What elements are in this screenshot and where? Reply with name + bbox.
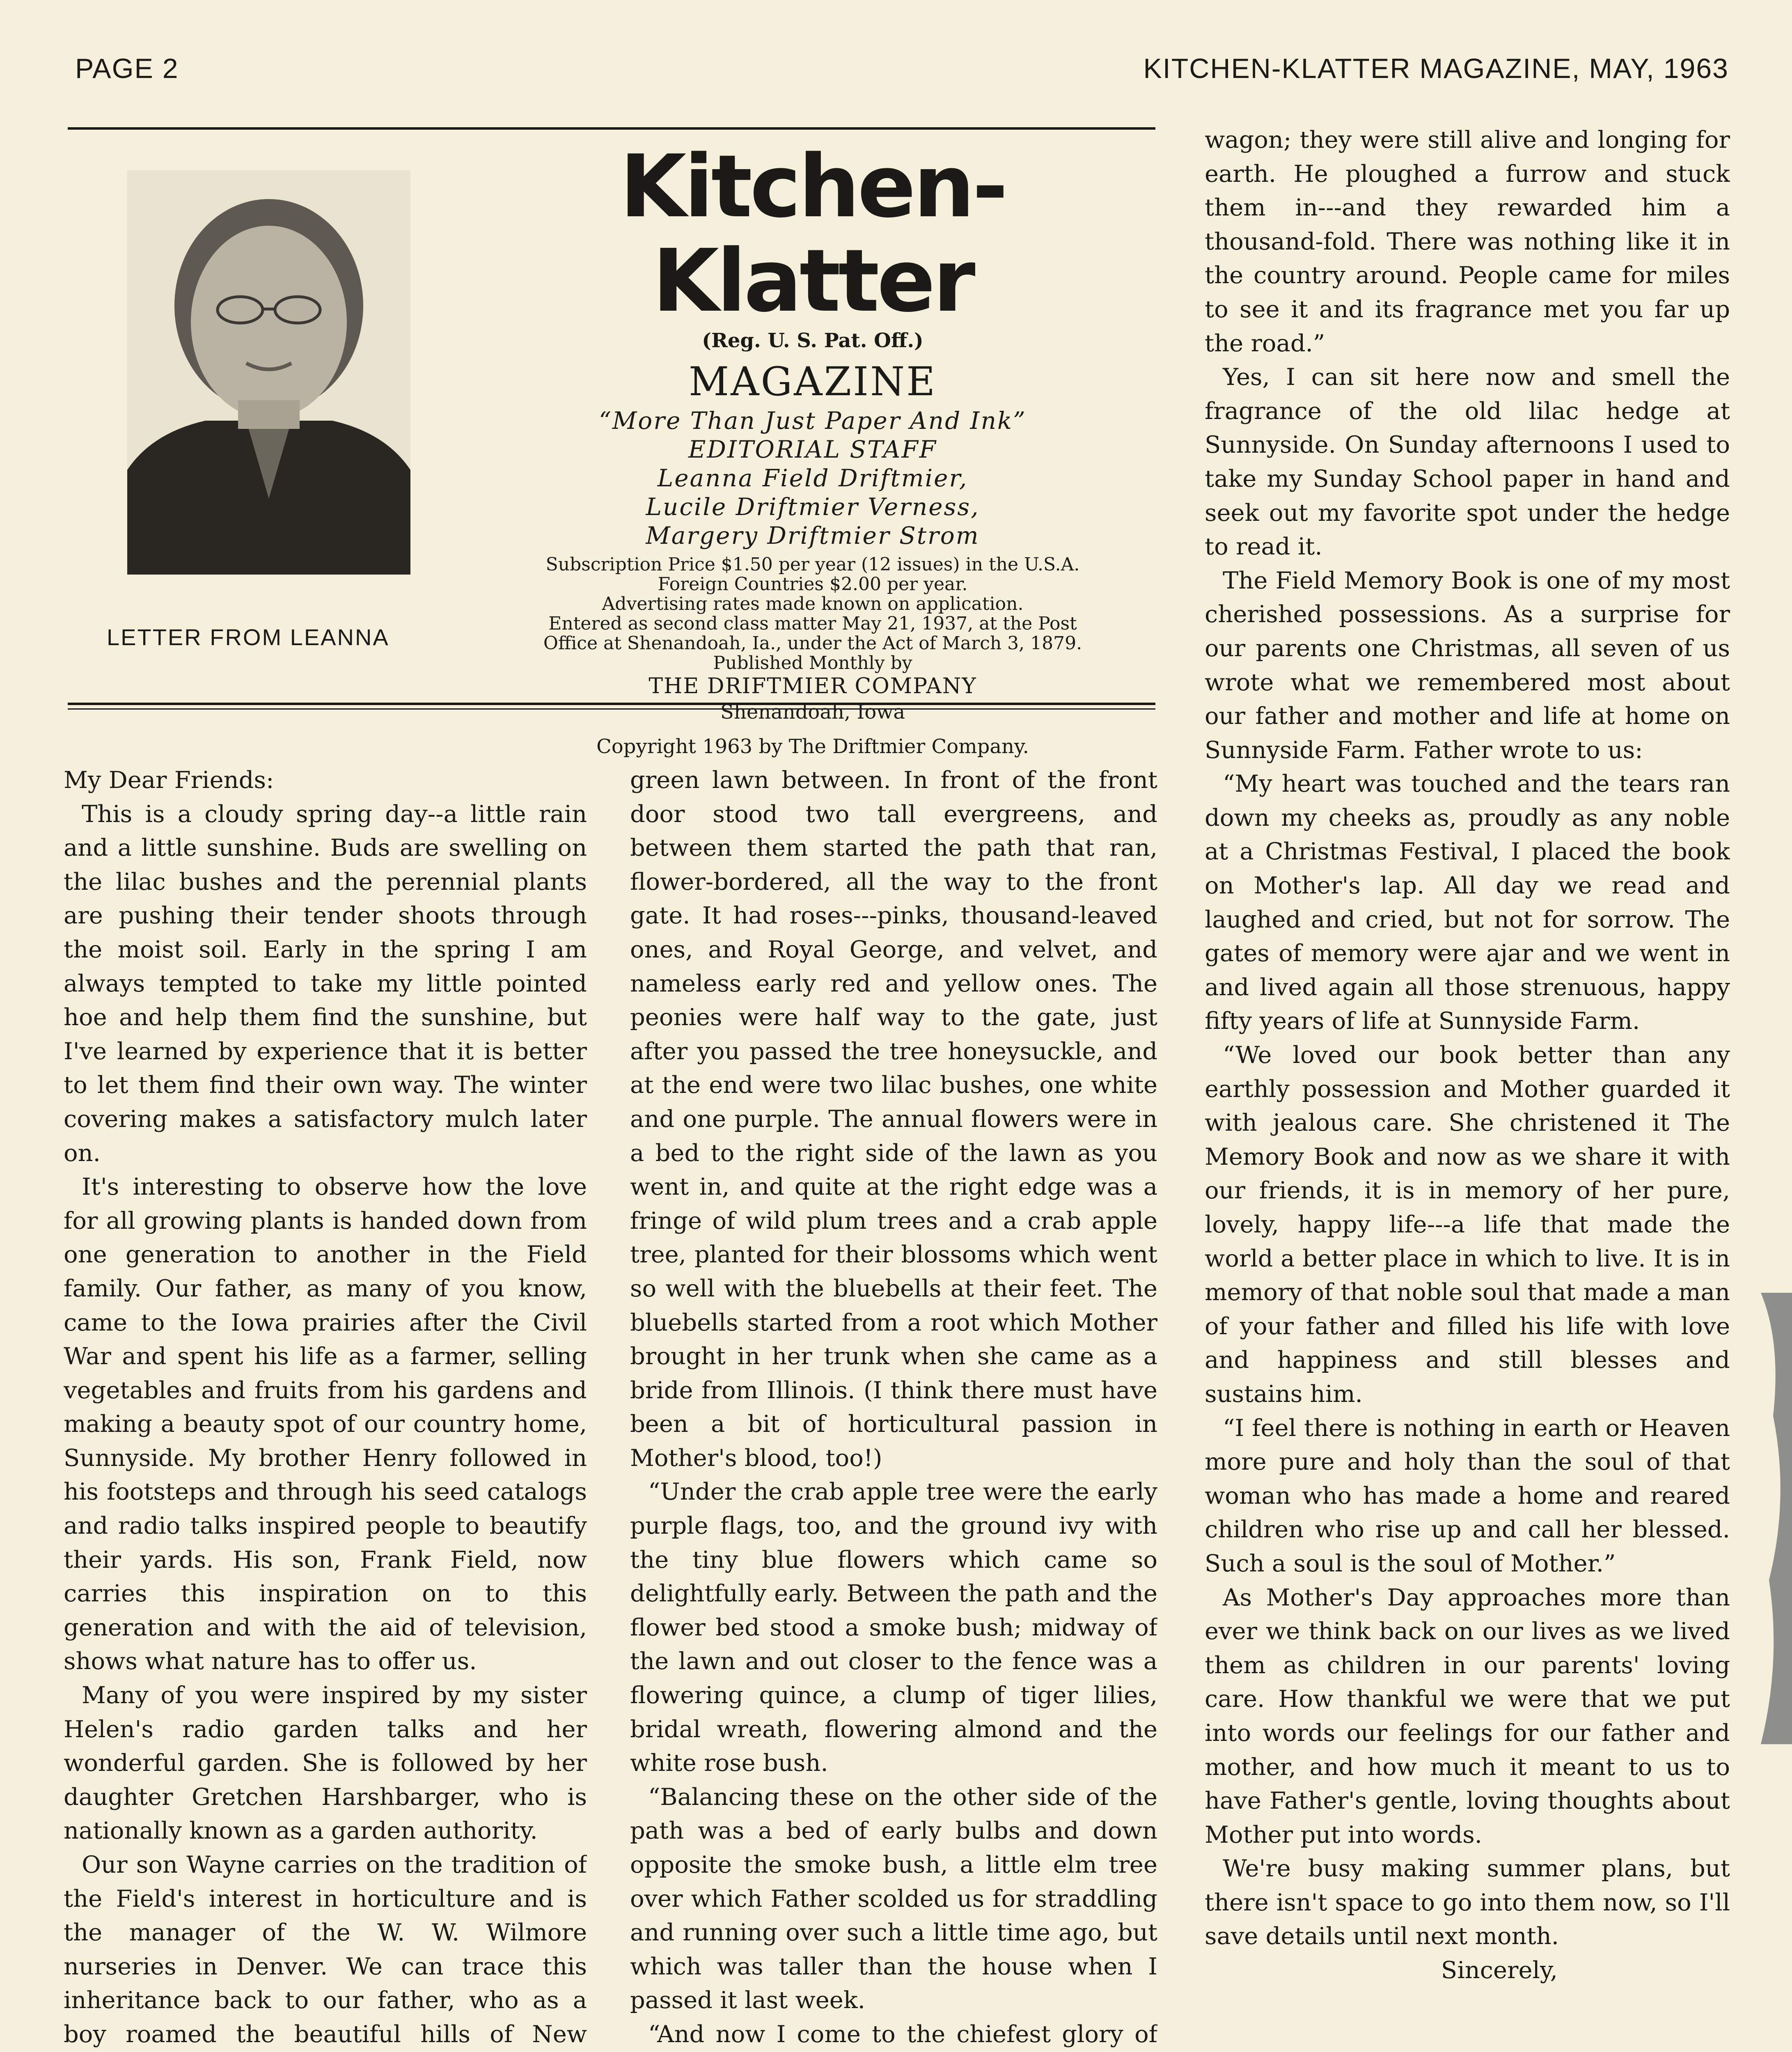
paragraph: We're busy making summer plans, but there isn't space to go into them now, so I'll save details until next month. — [1205, 1855, 1730, 1950]
fine-print-line: Office at Shenandoah, Ia., under the Act of March 3, 1879. — [543, 633, 1082, 654]
staff-member: Lucile Driftmier Verness, — [646, 493, 980, 521]
magazine-logo: Kitchen-Klatter — [619, 136, 1006, 331]
motto: “More Than Just Paper And Ink” — [599, 407, 1027, 435]
masthead-top-rule — [68, 127, 1155, 130]
portrait-photo — [127, 170, 410, 575]
fine-print-line: Foreign Countries $2.00 per year. — [658, 574, 968, 595]
masthead — [460, 136, 1166, 759]
paragraph: wagon; they were still alive and longing for earth. He ploughed a furrow and stuck them in---and they rewarded him a thousand-fold. There was nothing like it in the country around. People came for miles to see it and its fragrance met you far up the road.” — [1205, 126, 1730, 357]
fine-print-line: Entered as second class matter May 21, 1937, at the Post — [548, 613, 1077, 634]
paragraph: Yes, I can sit here now and smell the fragrance of the old lilac hedge at Sunnyside. On Sunday afternoons I used to take my Sunday School paper in hand and seek out my favorite spot under the hedge to read it. — [1205, 363, 1730, 561]
paragraph: “We loved our book better than any earthly possession and Mother guarded it with jealous care. She christened it The Memory Book and now as we share it with our friends, it is in memory of her pure, lovely, happy life---a life that made the world a better place in which to live. It is in memory of that noble soul that made a man of your father and filled his life with love and happiness and still blesses and sustains him. — [1205, 1041, 1730, 1408]
running-header: KITCHEN-KLATTER MAGAZINE, MAY, 1963 — [1143, 53, 1729, 84]
staff-member: Margery Driftmier Strom — [646, 522, 980, 550]
masthead-subtitle: MAGAZINE — [688, 359, 937, 405]
letter-column-3 — [1205, 123, 1730, 2052]
staff-member: Leanna Field Driftmier, — [657, 464, 968, 492]
salutation: My Dear Friends: — [64, 766, 274, 794]
paragraph: green lawn between. In front of the front door stood two tall evergreens, and between them started the path that ran, flower-bordered, all the way to the front gate. It had roses---pinks, thousand-leaved ones, and Royal George, and velvet, and nameless early red and yellow ones. The peonies were half way to the gate, just after you passed the tree honeysuckle, and at the end were two lilac bushes, one white and one purple. The annual flowers were in a bed to the right side of the lawn as you went in, and quite at the right edge was a fringe of wild plum trees and a crab apple tree, planted for their blossoms which went so well with the bluebells at their feet. The bluebells started from a root which Mother brought in her trunk when she came as a bride from Illinois. (I think there must have been a bit of horticultural passion in Mother's blood, too!) — [630, 766, 1157, 1472]
page-number: PAGE 2 — [75, 53, 179, 84]
photo-caption: LETTER FROM LEANNA — [107, 624, 390, 650]
closing: Sincerely, — [1441, 1956, 1558, 1984]
paragraph: “I feel there is nothing in earth or Heaven more pure and holy than the soul of that woman who has made a home and reared children who rise up and call her blessed. Such a soul is the soul of Mother.” — [1205, 1414, 1730, 1577]
fine-print-line: Advertising rates made known on application. — [602, 593, 1024, 614]
paragraph: As Mother's Day approaches more than ever we think back on our lives as we lived them as children in our parents' loving care. How thankful we were that we put into words our feelings for our father and mother, and how much it meant to us to have Father's gentle, loving thoughts about Mother put into words. — [1205, 1583, 1730, 1848]
letter-column-2 — [630, 763, 1157, 2052]
copyright-notice: Copyright 1963 by The Driftmier Company. — [596, 735, 1029, 758]
paragraph: “Under the crab apple tree were the early purple flags, too, and the ground ivy with the tiny blue flowers which came so delightfully early. Between the path and the flower bed stood a smoke bush; midway of the lawn and out closer to the fence was a flowering quince, a clump of tiger lilies, bridal wreath, flowering almond and the white rose bush. — [630, 1478, 1157, 1777]
publisher-name: THE DRIFTMIER COMPANY — [649, 674, 977, 699]
face — [191, 226, 347, 419]
trademark-note: (Reg. U. S. Pat. Off.) — [702, 329, 923, 352]
paragraph: Many of you were inspired by my sister Helen's radio garden talks and her wonderful garden. She is followed by her daughter Gretchen Harshbarger, who is nationally known as a garden authority. — [64, 1681, 587, 1845]
paragraph: The Field Memory Book is one of my most cherished possessions. As a surprise for our parents one Christmas, all seven of us wrote what we remembered most about our father and mother and life at home on Sunnyside Farm. Father wrote to us: — [1205, 566, 1730, 764]
paragraph: It's interesting to observe how the love for all growing plants is handed down from one generation to another in the Field family. Our father, as many of you know, came to the Iowa prairies after the Civil War and spent his life as a farmer, selling vegetables and fruits from his gardens and making a beauty spot of our country home, Sunnyside. My brother Henry followed in his footsteps and through his seed catalogs and radio talks inspired people to beautify their yards. His son, Frank Field, now carries this inspiration on to this generation and with the aid of television, shows what nature has to offer us. — [64, 1173, 587, 1675]
letter-column-1 — [64, 763, 587, 2052]
publisher-city: Shenandoah, Iowa — [720, 701, 905, 724]
paragraph: “And now I come to the chiefest glory of — [648, 2020, 1157, 2048]
paragraph: This is a cloudy spring day--a little rain and a little sunshine. Buds are swelling on the lilac bushes and the perennial plants are pushing their tender shoots through the moist soil. Early in the spring I am always tempted to take my little pointed hoe and help them find the sunshine, but I've learned by experience that it is better to let them find their own way. The winter covering makes a satisfactory mulch later on. — [64, 800, 587, 1167]
ink-smudge — [1736, 1293, 1792, 1744]
fine-print-line: Published Monthly by — [713, 653, 912, 673]
paragraph: “Balancing these on the other side of the path was a bed of early bulbs and down opposite the smoke bush, a little elm tree over which Father scolded us for straddling and running over such a little time ago, but which was taller than the house when I passed it last week. — [630, 1783, 1157, 2014]
staff-heading: EDITORIAL STAFF — [688, 435, 937, 463]
paragraph: “My heart was touched and the tears ran down my cheeks as, proudly as any noble at a Christmas Festival, I placed the book on Mother's lap. All day we read and laughed and cried, but not for sorrow. The gates of memory were ajar and we went in and lived again all those strenuous, happy fifty years of life at Sunnyside Farm. — [1205, 770, 1730, 1035]
paragraph: Our son Wayne carries on the tradition of the Field's interest in horticulture and is the manager of the W. W. Wilmore nurseries in Denver. We can trace this inheritance back to our father, who as a boy roamed the beautiful hills of New — [64, 1851, 587, 2048]
fine-print-line: Subscription Price $1.50 per year (12 issues) in the U.S.A. — [545, 554, 1080, 575]
